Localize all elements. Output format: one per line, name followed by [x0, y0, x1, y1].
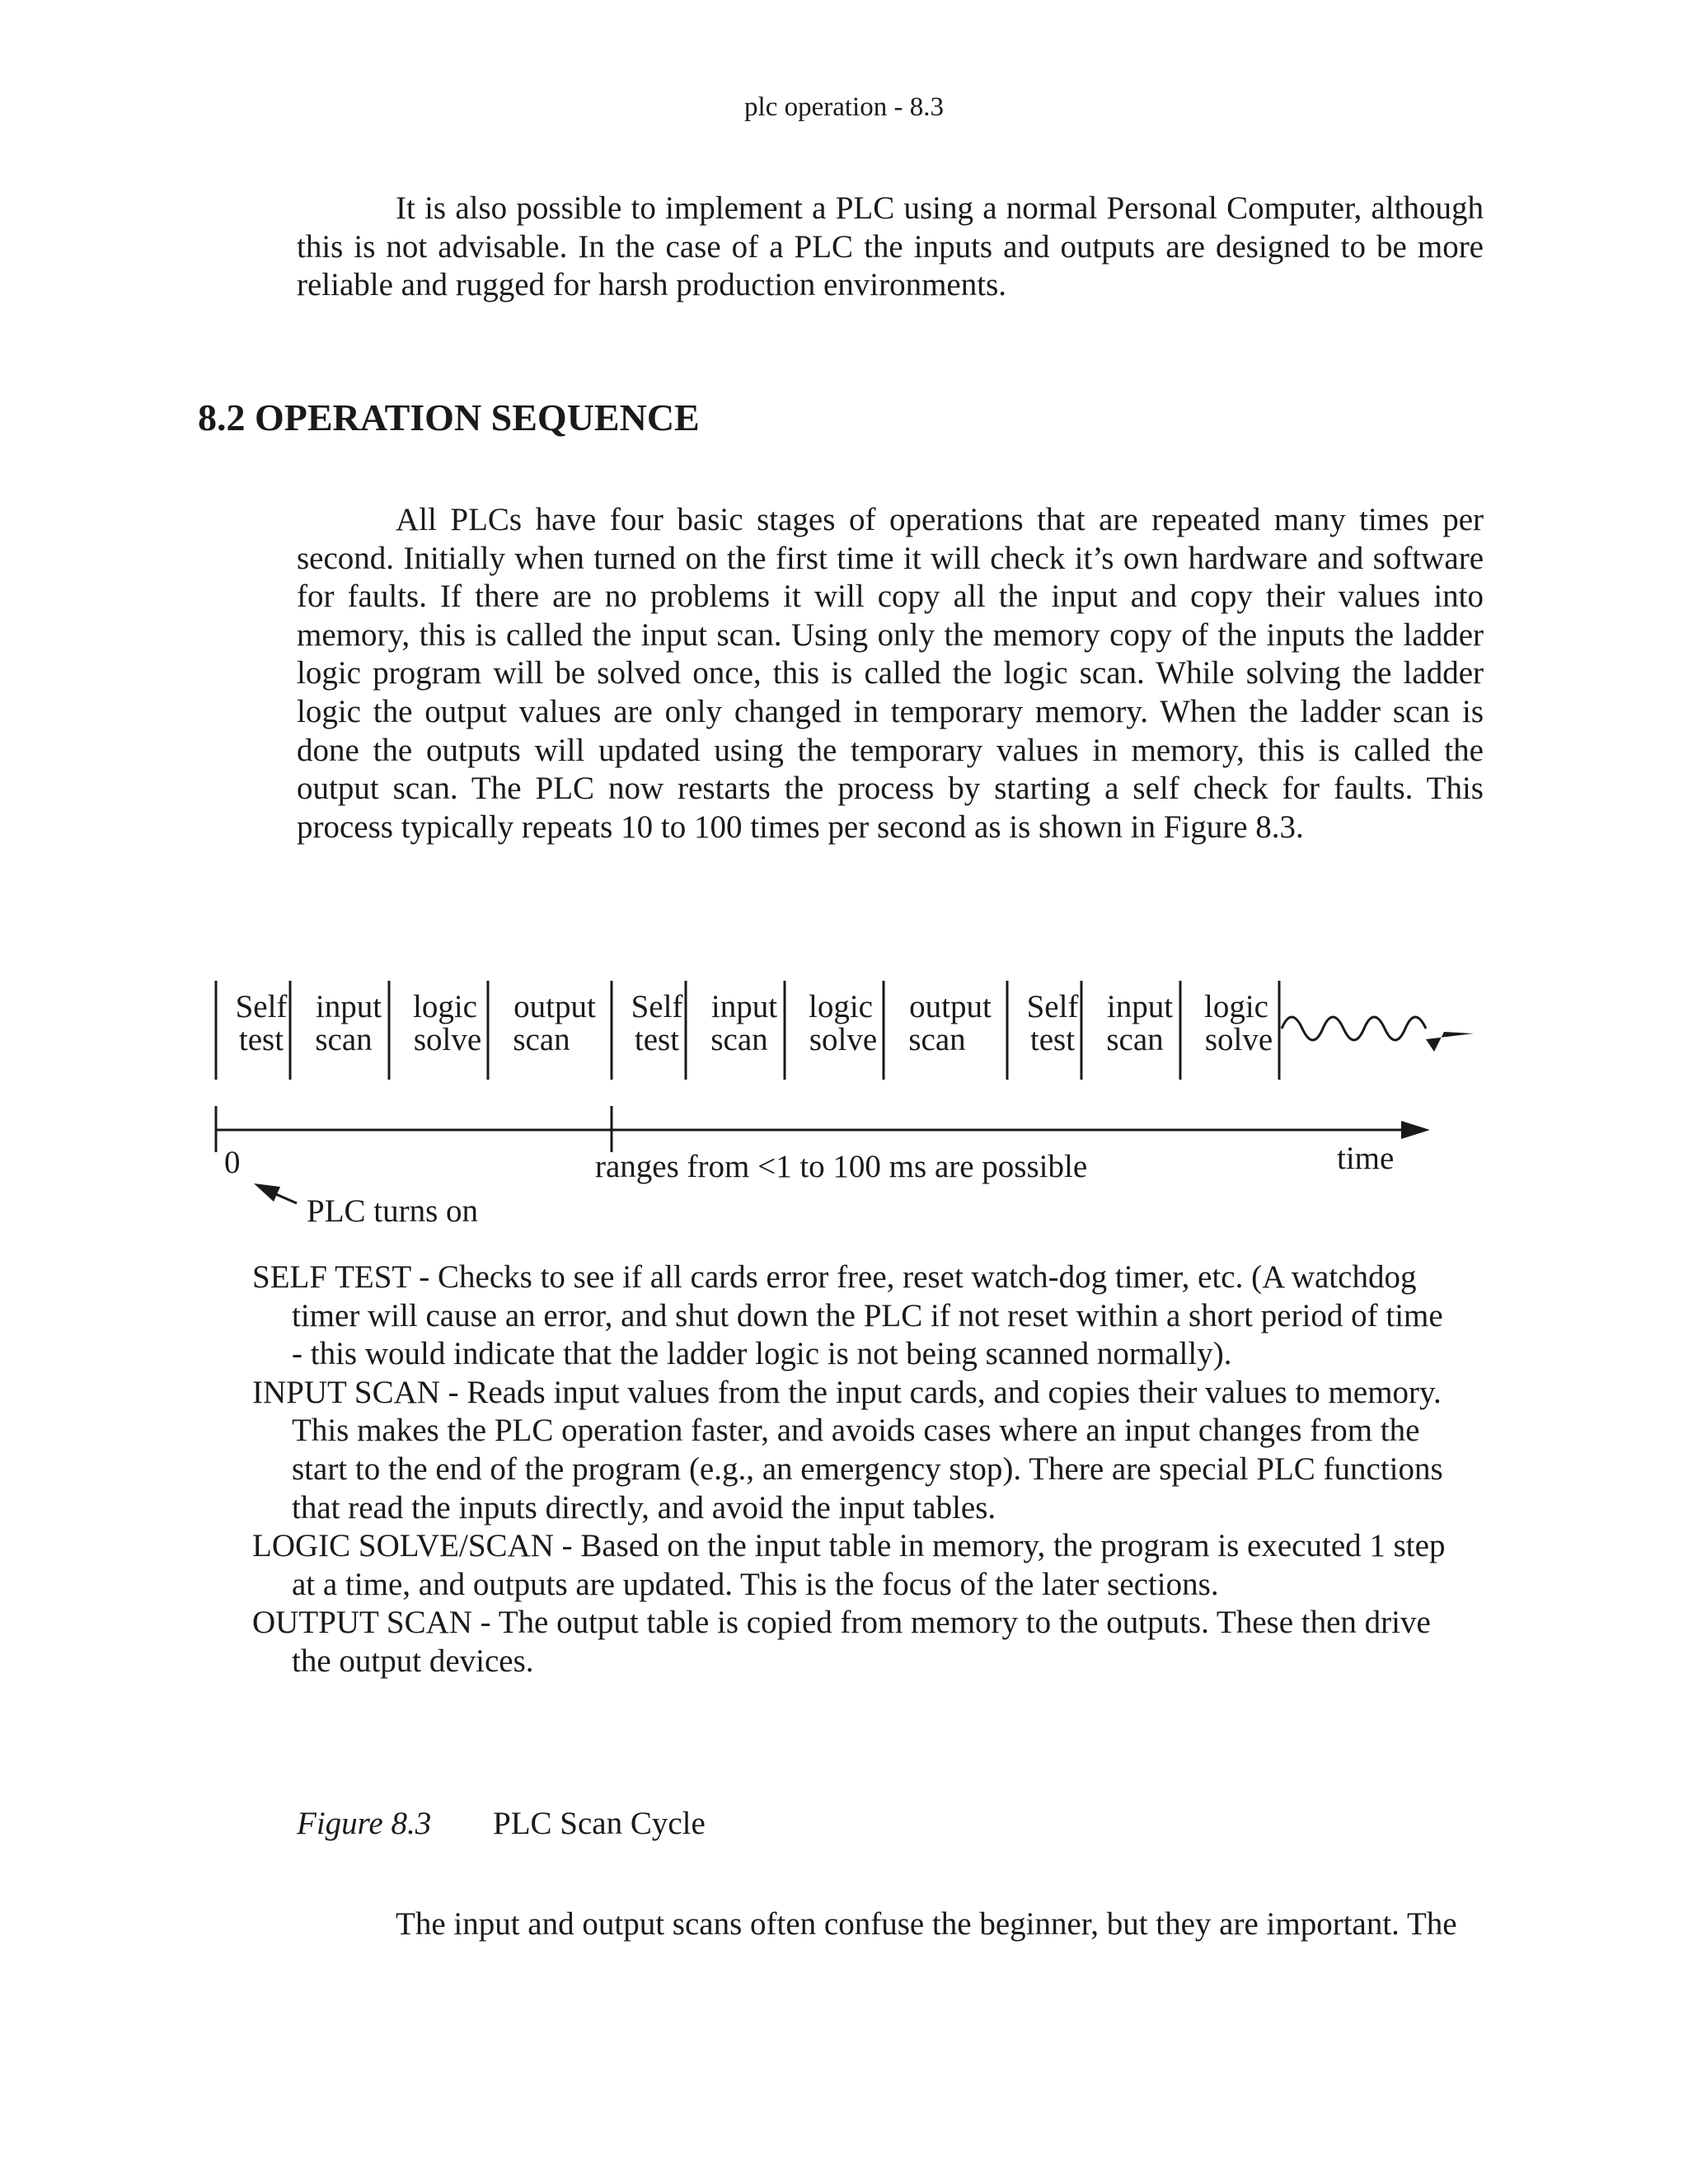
- stage-label-line1: output: [909, 989, 992, 1024]
- figure-caption: [297, 1805, 706, 1842]
- scan-cycle-diagram: [0, 964, 1688, 1244]
- definition-logic-solve: LOGIC SOLVE/SCAN - Based on the input table in memory, the program is executed 1 step at a time, and outputs are updated. This is the focus of the later sections.: [252, 1528, 1446, 1602]
- figure-title: PLC Scan Cycle: [493, 1806, 706, 1841]
- paragraph-continuation: The input and output scans often confuse the beginner, but they are important. The: [396, 1906, 1457, 1942]
- stage-label-line2: scan: [710, 1022, 768, 1057]
- stage-label-line1: Self: [1026, 989, 1079, 1024]
- paragraph-operation-sequence: All PLCs have four basic stages of operations that are repeated many times per second. Initially when turned on the first time it will check it’s own hardware and software for faults. If there are no problems it will copy all the input and copy their values into memory, this is called the input scan. Using only the memory copy of the inputs the ladder logic program will be solved once, this is called the logic scan. While solving the ladder logic the output values are only changed in temporary memory. When the ladder scan is done the outputs will updated using the temporary values in memory, this is called the output scan. The PLC now restarts the process by starting a self check for faults. This process typically repeats 10 to 100 times per second as is shown in Figure 8.3.: [297, 502, 1484, 845]
- definition-self-test: SELF TEST - Checks to see if all cards error free, reset watch-dog timer, etc. (A watchdog timer will cause an error, and shut down the PLC if not reset within a short period of time - this would indicate that the ladder logic is not being scanned normally).: [252, 1259, 1443, 1372]
- definition-output-scan: OUTPUT SCAN - The output table is copied from memory to the outputs. These then drive the output devices.: [252, 1605, 1431, 1679]
- stage-labels: [236, 989, 1273, 1057]
- stage-label-line2: test: [634, 1022, 680, 1057]
- stage-label-line1: logic: [413, 989, 477, 1024]
- stage-label-line1: Self: [631, 989, 683, 1024]
- range-label: ranges from <1 to 100 ms are possible: [595, 1149, 1088, 1184]
- stage-label-line2: scan: [908, 1022, 966, 1057]
- stage-label-line2: test: [1029, 1022, 1076, 1057]
- page-header: plc operation - 8.3: [744, 92, 944, 122]
- stage-label-line1: logic: [809, 989, 873, 1024]
- stage-label-line2: solve: [413, 1022, 482, 1057]
- continuation-wave: [1282, 1017, 1426, 1040]
- stage-label-line1: input: [315, 989, 382, 1024]
- stage-label-line1: input: [1106, 989, 1174, 1024]
- stage-label-line1: output: [513, 989, 596, 1024]
- stage-label-line2: solve: [809, 1022, 878, 1057]
- stage-label-line2: test: [238, 1022, 284, 1057]
- stage-label-line2: scan: [315, 1022, 373, 1057]
- paragraph-intro: It is also possible to implement a PLC using a normal Personal Computer, although this is not advisable. In the case of a PLC the inputs and outputs are designed to be more reliable and rugged for harsh production environments.: [297, 190, 1484, 303]
- stage-label-line1: input: [710, 989, 778, 1024]
- figure-number: Figure 8.3: [297, 1806, 432, 1841]
- origin-label: 0: [224, 1145, 241, 1180]
- stage-label-line2: solve: [1204, 1022, 1273, 1057]
- stage-label-line2: scan: [1106, 1022, 1164, 1057]
- stage-label-line2: scan: [513, 1022, 570, 1057]
- section-heading: 8.2 OPERATION SEQUENCE: [198, 396, 700, 438]
- definition-input-scan: INPUT SCAN - Reads input values from the input cards, and copies their values to memory. This makes the PLC operation faster, and avoids cases where an input changes from the start to the end of the program (e.g., an emergency stop). There are special PLC functions that read the inputs directly, and avoid the input tables.: [252, 1374, 1443, 1526]
- plc-on-label: PLC turns on: [307, 1193, 479, 1229]
- time-axis-arrowhead: [1401, 1121, 1430, 1139]
- stage-label-line1: Self: [235, 989, 288, 1024]
- time-label: time: [1337, 1141, 1395, 1176]
- stage-label-line1: logic: [1204, 989, 1268, 1024]
- stage-definitions: [252, 1258, 1456, 1681]
- wave-arrowhead: [1426, 1032, 1474, 1052]
- plc-on-pointer-arrowhead: [254, 1183, 280, 1202]
